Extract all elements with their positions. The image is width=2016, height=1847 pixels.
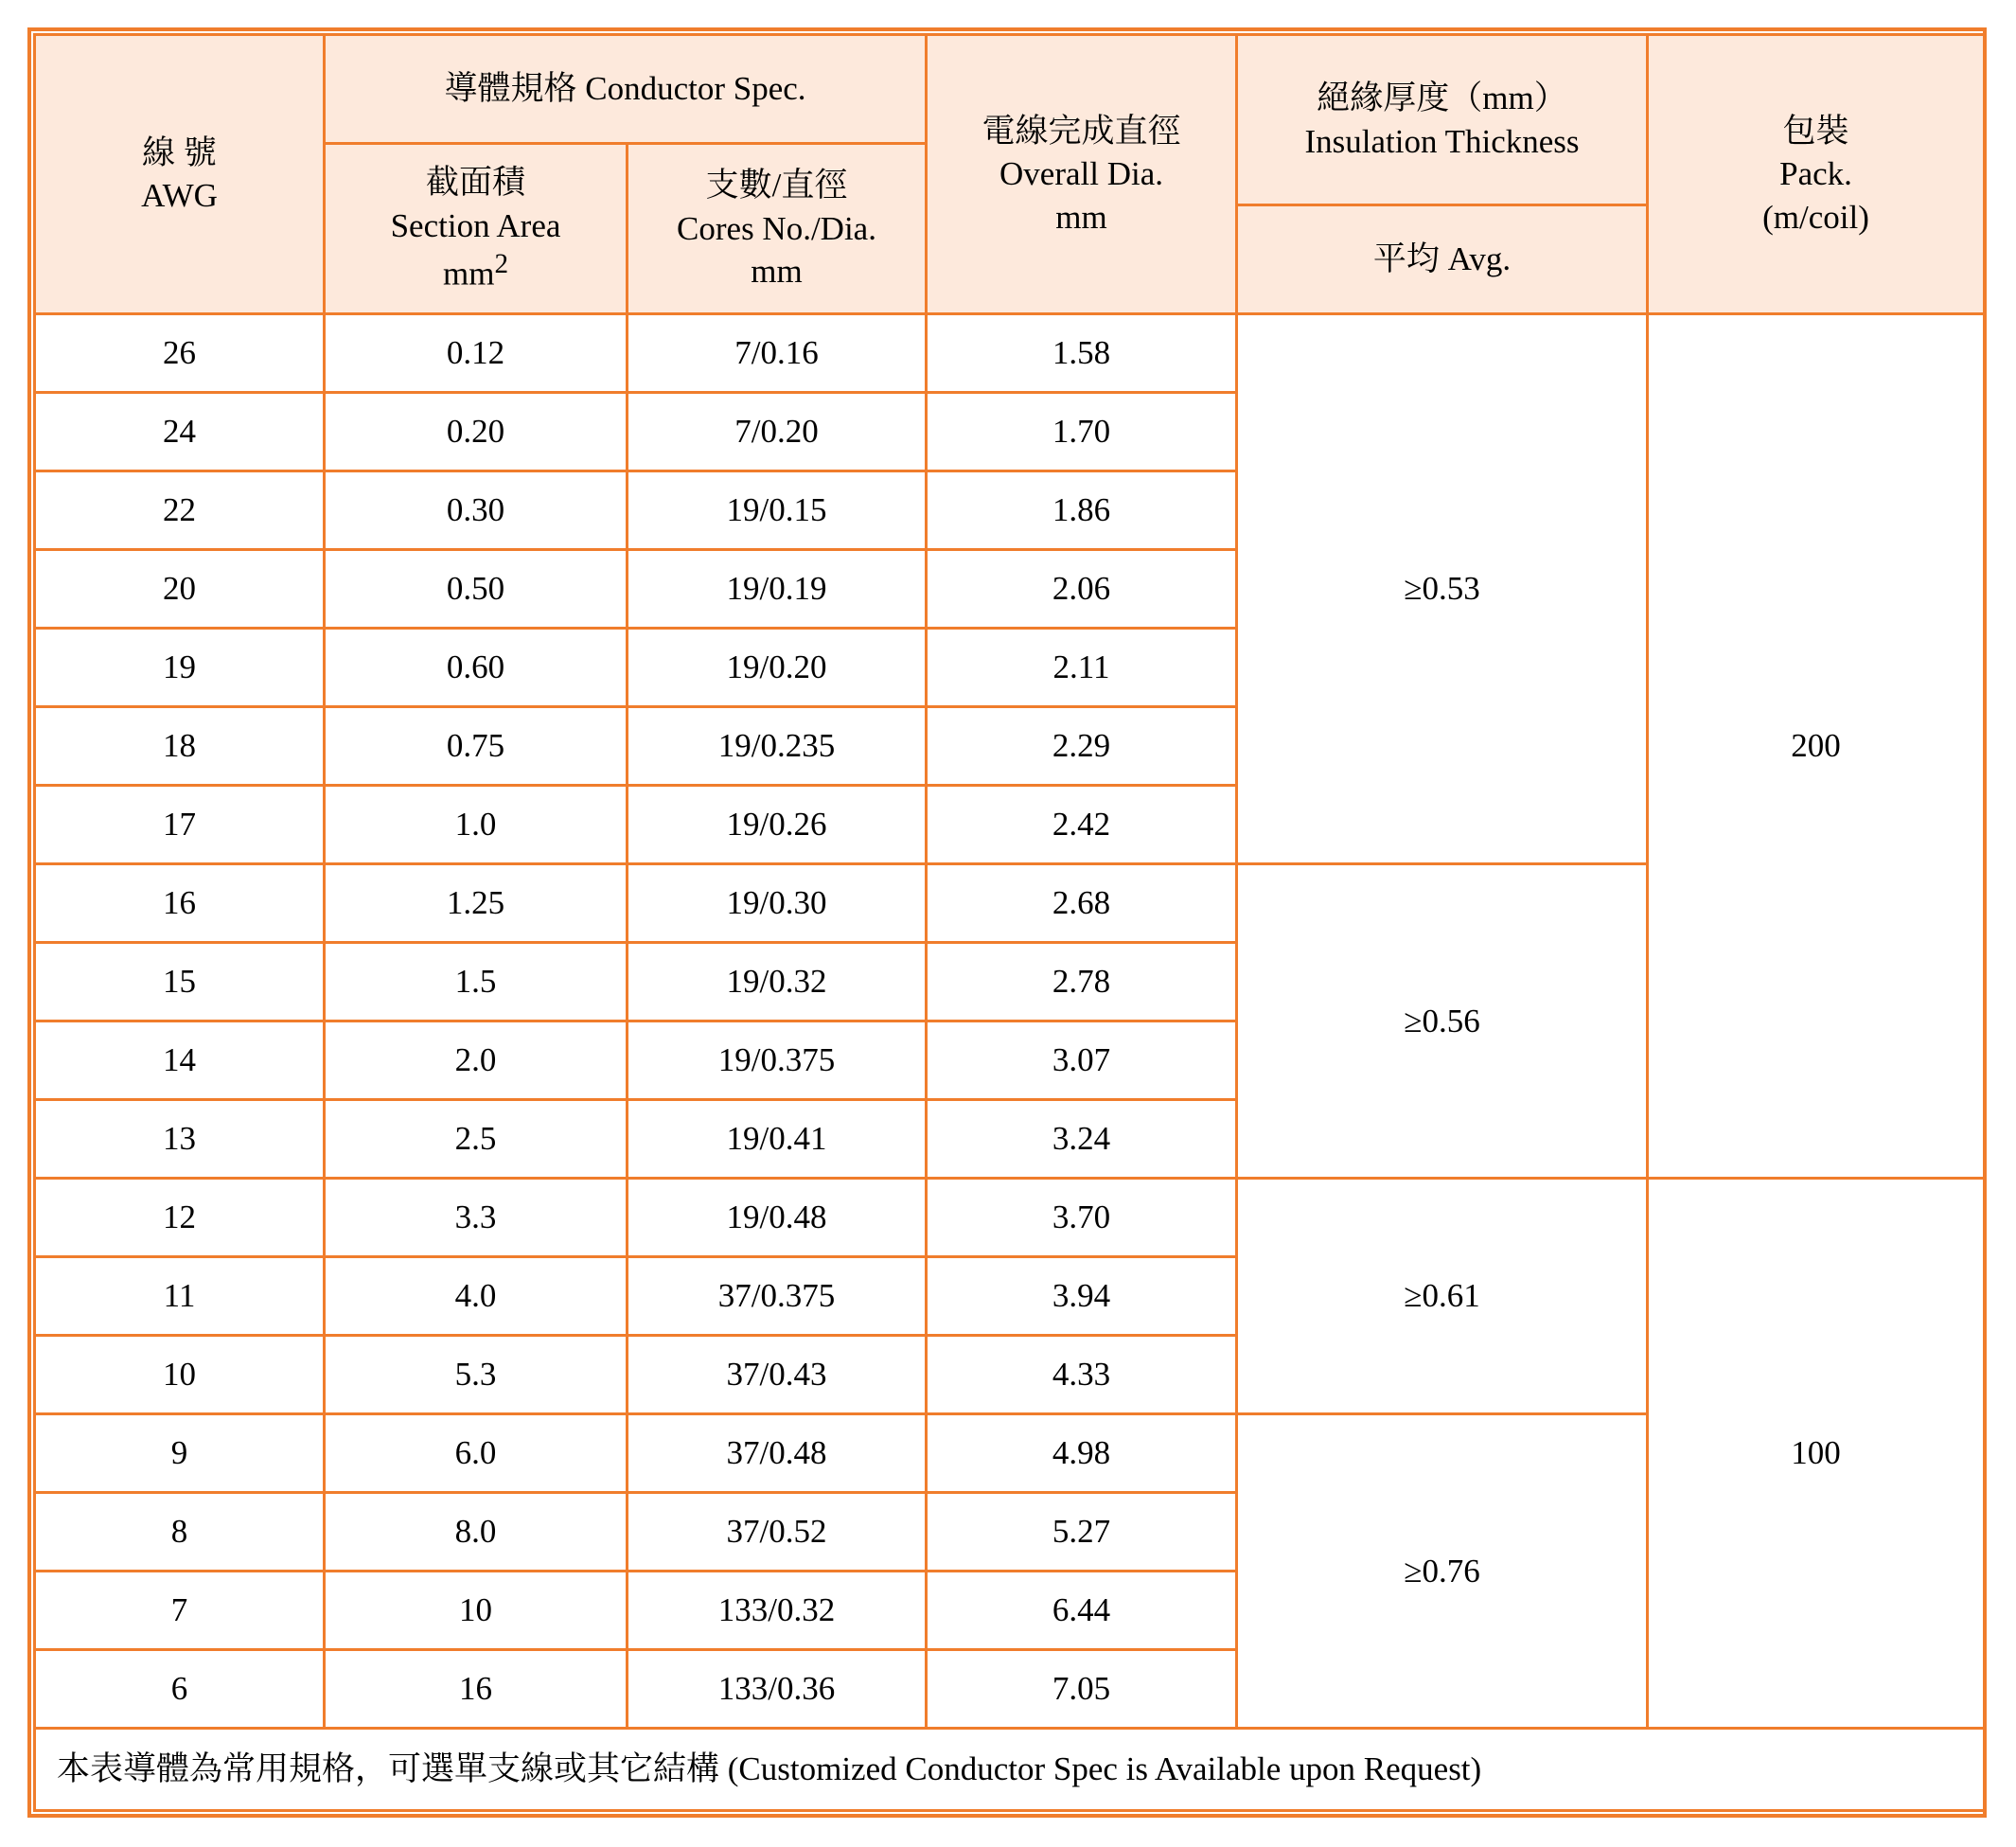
cores-cell: 19/0.19 — [628, 550, 927, 629]
overall-dia-cell: 2.11 — [927, 629, 1237, 707]
awg-cell: 15 — [35, 943, 325, 1021]
awg-cell: 6 — [35, 1650, 325, 1729]
cores-cell: 19/0.235 — [628, 707, 927, 786]
awg-header — [35, 35, 325, 314]
awg-cell: 14 — [35, 1021, 325, 1100]
section-area-cell: 6.0 — [325, 1414, 628, 1493]
overall-dia-cell: 5.27 — [927, 1493, 1237, 1572]
section-area-cell: 4.0 — [325, 1257, 628, 1336]
section-area-cell: 5.3 — [325, 1336, 628, 1414]
insulation-avg-cell: ≥0.56 — [1237, 864, 1648, 1179]
pack-en: Pack. — [1779, 155, 1852, 193]
cores-header — [628, 144, 927, 314]
overall-dia-cell: 3.70 — [927, 1179, 1237, 1257]
insulation-avg-cell: ≥0.61 — [1237, 1179, 1648, 1414]
conductor-spec-header — [325, 35, 927, 144]
overall-dia-cell: 1.86 — [927, 471, 1237, 550]
cores-en: Cores No./Dia. — [677, 209, 876, 247]
table-row — [35, 314, 1985, 393]
cores-cell: 133/0.32 — [628, 1572, 927, 1650]
awg-header-en: AWG — [141, 177, 218, 214]
awg-cell: 8 — [35, 1493, 325, 1572]
insulation-en: Insulation Thickness — [1304, 122, 1580, 160]
cores-cell: 133/0.36 — [628, 1650, 927, 1729]
overall-dia-cell: 2.78 — [927, 943, 1237, 1021]
section-area-cell: 16 — [325, 1650, 628, 1729]
overall-dia-cell: 2.68 — [927, 864, 1237, 943]
section-area-cell: 1.0 — [325, 786, 628, 864]
awg-cell: 10 — [35, 1336, 325, 1414]
section-area-cell: 10 — [325, 1572, 628, 1650]
pack-header — [1648, 35, 1985, 314]
section-area-header — [325, 144, 628, 314]
awg-cell: 16 — [35, 864, 325, 943]
awg-header-zh: 線 號 — [142, 133, 217, 171]
pack-cell: 100 — [1648, 1179, 1985, 1729]
pack-cell: 200 — [1648, 314, 1985, 1179]
section-area-en: Section Area — [390, 206, 561, 244]
overall-dia-cell: 2.06 — [927, 550, 1237, 629]
cores-unit: mm — [751, 253, 803, 291]
section-area-unit: $mm^2$ — [442, 249, 509, 293]
awg-cell: 11 — [35, 1257, 325, 1336]
section-area-cell: 0.60 — [325, 629, 628, 707]
section-area-cell: 0.20 — [325, 393, 628, 471]
section-area-cell: 8.0 — [325, 1493, 628, 1572]
section-area-cell: 0.50 — [325, 550, 628, 629]
overall-dia-cell: 1.70 — [927, 393, 1237, 471]
overall-dia-cell: 2.42 — [927, 786, 1237, 864]
overall-dia-cell: 3.07 — [927, 1021, 1237, 1100]
section-area-cell: 1.25 — [325, 864, 628, 943]
section-area-cell: 0.75 — [325, 707, 628, 786]
section-area-cell: 2.0 — [325, 1021, 628, 1100]
overall-dia-cell: 7.05 — [927, 1650, 1237, 1729]
table-body — [35, 314, 1985, 1729]
cores-cell: 7/0.16 — [628, 314, 927, 393]
cores-cell: 19/0.20 — [628, 629, 927, 707]
insulation-header — [1237, 35, 1648, 205]
cores-cell: 19/0.48 — [628, 1179, 927, 1257]
awg-cell: 18 — [35, 707, 325, 786]
overall-dia-cell: 4.33 — [927, 1336, 1237, 1414]
section-area-zh: 截面積 — [425, 164, 525, 202]
insulation-avg-label: 平均 Avg. — [1372, 240, 1512, 278]
insulation-avg-cell: ≥0.53 — [1237, 314, 1648, 864]
pack-zh: 包裝 — [1782, 112, 1849, 150]
overall-dia-unit: mm — [1055, 198, 1107, 236]
conductor-spec-title: 導體規格 Conductor Spec. — [444, 70, 806, 108]
awg-cell: 9 — [35, 1414, 325, 1493]
cores-cell: 7/0.20 — [628, 393, 927, 471]
table-row — [35, 1179, 1985, 1257]
cores-cell: 19/0.30 — [628, 864, 927, 943]
awg-cell: 13 — [35, 1100, 325, 1179]
overall-dia-cell: 2.29 — [927, 707, 1237, 786]
cores-cell: 37/0.48 — [628, 1414, 927, 1493]
section-area-cell: 3.3 — [325, 1179, 628, 1257]
awg-cell: 26 — [35, 314, 325, 393]
awg-cell: 12 — [35, 1179, 325, 1257]
wire-spec-table — [33, 33, 1986, 1812]
section-area-cell: 2.5 — [325, 1100, 628, 1179]
table-header — [35, 35, 1985, 314]
cores-cell: 19/0.41 — [628, 1100, 927, 1179]
cores-zh: 支數/直徑 — [705, 167, 848, 204]
awg-cell: 20 — [35, 550, 325, 629]
cores-cell: 19/0.32 — [628, 943, 927, 1021]
cores-cell: 19/0.26 — [628, 786, 927, 864]
cores-cell: 19/0.375 — [628, 1021, 927, 1100]
awg-cell: 19 — [35, 629, 325, 707]
overall-dia-cell: 1.58 — [927, 314, 1237, 393]
insulation-zh: 絕緣厚度（mm） — [1317, 80, 1567, 116]
overall-dia-cell: 3.94 — [927, 1257, 1237, 1336]
overall-dia-cell: 4.98 — [927, 1414, 1237, 1493]
overall-dia-header — [927, 35, 1237, 314]
pack-unit: (m/coil) — [1762, 198, 1869, 236]
awg-cell: 24 — [35, 393, 325, 471]
overall-dia-cell: 3.24 — [927, 1100, 1237, 1179]
awg-cell: 7 — [35, 1572, 325, 1650]
insulation-avg-cell: ≥0.76 — [1237, 1414, 1648, 1729]
cores-cell: 37/0.52 — [628, 1493, 927, 1572]
section-area-cell: 0.30 — [325, 471, 628, 550]
cores-cell: 37/0.375 — [628, 1257, 927, 1336]
section-area-cell: 1.5 — [325, 943, 628, 1021]
awg-cell: 17 — [35, 786, 325, 864]
cores-cell: 37/0.43 — [628, 1336, 927, 1414]
insulation-avg-header — [1237, 205, 1648, 314]
cores-cell: 19/0.15 — [628, 471, 927, 550]
overall-dia-cell: 6.44 — [927, 1572, 1237, 1650]
footer-note: 本表導體為常用規格，可選單支線或其它結構 (Customized Conductor Spec is Available upon Request) — [35, 1729, 1985, 1811]
overall-dia-zh: 電線完成直徑 — [981, 112, 1181, 150]
overall-dia-en: Overall Dia. — [999, 155, 1163, 193]
section-area-cell: 0.12 — [325, 314, 628, 393]
section-area-unit-sup: 2 — [494, 249, 509, 280]
awg-cell: 22 — [35, 471, 325, 550]
